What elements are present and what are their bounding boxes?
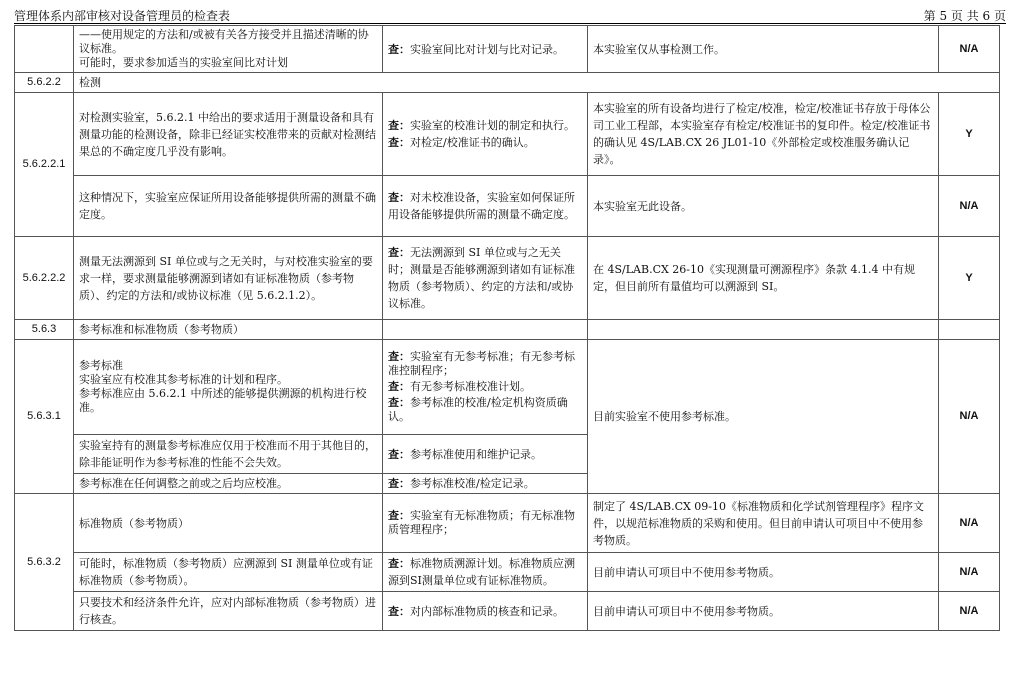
clause-number: 5.6.2.2.2 xyxy=(15,237,74,320)
requirement-text: 实验室持有的测量参考标准应仅用于校准而不用于其他目的，除非能证明作为参考标准的性能不会失效。 xyxy=(74,435,383,474)
checklist-table xyxy=(14,25,1000,631)
check-item: 查：无法溯源到 SI 单位或与之无关时；测量是否能够溯源到诸如有证标准物质（参考物质）、约定的方法和/或协议标准。 xyxy=(383,237,588,320)
check-item: 查：标准物质溯源计划。标准物质应溯源到SI测量单位或有证标准物质。 xyxy=(383,553,588,592)
section-title: 参考标准和标准物质（参考物质） xyxy=(74,320,383,340)
finding-text: 目前实验室不使用参考标准。 xyxy=(588,340,939,494)
page-header xyxy=(14,7,1006,24)
requirement-text: 这种情况下，实验室应保证所用设备能够提供所需的测量不确定度。 xyxy=(74,176,383,237)
clause-number: 5.6.2.2 xyxy=(15,73,74,93)
table-row xyxy=(15,553,1000,592)
check-item: 查：对内部标准物质的核查和记录。 xyxy=(383,592,588,631)
page-number: 第 5 页 共 6 页 xyxy=(923,9,1006,23)
check-item: 查：实验室有无参考标准；有无参考标准控制程序； 查：有无参考标准校准计划。 查：参考标准的校准/检定机构资质确认。 xyxy=(383,340,588,435)
table-row xyxy=(15,592,1000,631)
requirement-text: 参考标准 实验室应有校准其参考标准的计划和程序。 参考标准应由 5.6.2.1 中所述的能够提供溯源的机构进行校准。 xyxy=(74,340,383,435)
table-row xyxy=(15,26,1000,73)
result-value: N/A xyxy=(939,592,1000,631)
requirement-text: 对检测实验室，5.6.2.1 中给出的要求适用于测量设备和具有测量功能的检测设备，除非已经证实校准带来的贡献对检测结果总的不确定度几乎没有影响。 xyxy=(74,93,383,176)
clause-number xyxy=(15,26,74,73)
empty-cell xyxy=(383,320,588,340)
result-value: Y xyxy=(939,237,1000,320)
result-value: N/A xyxy=(939,340,1000,494)
table-row xyxy=(15,176,1000,237)
result-value: N/A xyxy=(939,553,1000,592)
section-title: 检测 xyxy=(74,73,1000,93)
result-value: Y xyxy=(939,93,1000,176)
clause-number: 5.6.3.1 xyxy=(15,340,74,494)
clause-number: 5.6.3.2 xyxy=(15,494,74,631)
finding-text: 本实验室仅从事检测工作。 xyxy=(588,26,939,73)
finding-text: 制定了 4S/LAB.CX 09-10《标准物质和化学试剂管理程序》程序文件，以规范标准物质的采购和使用。但目前申请认可项目中不使用参考物质。 xyxy=(588,494,939,553)
check-item: 查：参考标准使用和维护记录。 xyxy=(383,435,588,474)
check-item: 查：实验室有无标准物质；有无标准物质管理程序； xyxy=(383,494,588,553)
clause-number: 5.6.3 xyxy=(15,320,74,340)
finding-text: 目前申请认可项目中不使用参考物质。 xyxy=(588,592,939,631)
finding-text: 目前申请认可项目中不使用参考物质。 xyxy=(588,553,939,592)
check-item: 查：实验室的校准计划的制定和执行。 查：对检定/校准证书的确认。 xyxy=(383,93,588,176)
table-row xyxy=(15,237,1000,320)
empty-cell xyxy=(588,320,939,340)
requirement-text: ——使用规定的方法和/或被有关各方接受并且描述清晰的协议标准。 可能时，要求参加适当的实验室间比对计划 xyxy=(74,26,383,73)
requirement-text: 参考标准在任何调整之前或之后均应校准。 xyxy=(74,474,383,494)
section-row xyxy=(15,320,1000,340)
table-row xyxy=(15,93,1000,176)
result-value: N/A xyxy=(939,494,1000,553)
table-row xyxy=(15,494,1000,553)
clause-number: 5.6.2.2.1 xyxy=(15,93,74,237)
table-row xyxy=(15,340,1000,435)
empty-cell xyxy=(939,320,1000,340)
finding-text: 本实验室的所有设备均进行了检定/校准，检定/校准证书存放于母体公司工业工程部，本实验室存有检定/校准证书的复印件。检定/校准证书的确认见 4S/LAB.CX 26 JL01-10《外部检定或校准服务确认记录》。 xyxy=(588,93,939,176)
requirement-text: 测量无法溯源到 SI 单位或与之无关时，与对校准实验室的要求一样，要求测量能够溯源到诸如有证标准物质（参考物质）、约定的方法和/或协议标准（见 5.6.2.1.2）。 xyxy=(74,237,383,320)
check-item: 查：参考标准校准/检定记录。 xyxy=(383,474,588,494)
requirement-text: 可能时，标准物质（参考物质）应溯源到 SI 测量单位或有证标准物质（参考物质）。 xyxy=(74,553,383,592)
finding-text: 本实验室无此设备。 xyxy=(588,176,939,237)
finding-text: 在 4S/LAB.CX 26-10《实现测量可溯源程序》条款 4.1.4 中有规定，但目前所有量值均可以溯源到 SI。 xyxy=(588,237,939,320)
requirement-text: 标准物质（参考物质） xyxy=(74,494,383,553)
check-item: 查：实验室间比对计划与比对记录。 xyxy=(383,26,588,73)
document-title: 管理体系内部审核对设备管理员的检查表 xyxy=(14,9,231,23)
result-value: N/A xyxy=(939,176,1000,237)
result-value: N/A xyxy=(939,26,1000,73)
check-item: 查：对未校准设备，实验室如何保证所用设备能够提供所需的测量不确定度。 xyxy=(383,176,588,237)
section-row xyxy=(15,73,1000,93)
requirement-text: 只要技术和经济条件允许，应对内部标准物质（参考物质）进行核查。 xyxy=(74,592,383,631)
